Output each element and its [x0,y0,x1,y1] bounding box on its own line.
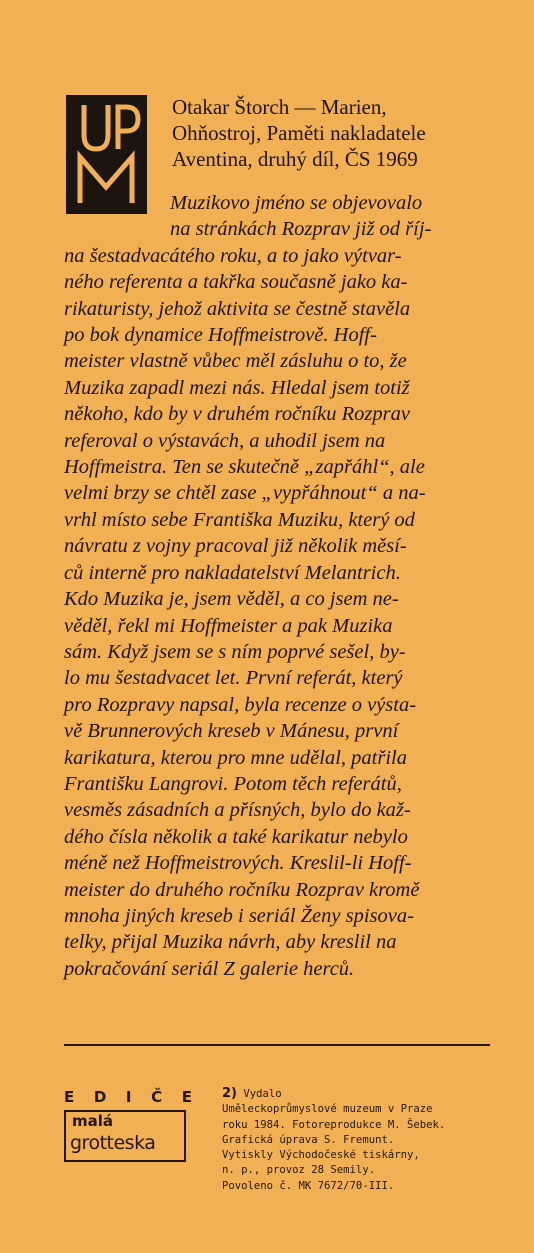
book-citation [172,94,502,172]
text-line: ců interně pro nakladatelství Melantrich. [64,561,401,584]
horizontal-rule [64,1044,490,1046]
text-line: pro Rozpravy napsal, byla recenze o výsta- [64,693,417,716]
text-line: meister do druhého ročníku Rozprav kromě [64,878,420,901]
edice-mala: malá [72,1112,114,1130]
edice-letter: D [93,1088,107,1106]
edice-box [64,1110,186,1162]
text-line: mnoha jiných kreseb i seriál Ženy spisova- [64,904,414,927]
text-line: na šestadvacátého roku, a to jako výtvar- [64,244,402,267]
colophon-line: Vytiskly Východočeské tiskárny, [222,1149,420,1162]
text-line: meister vlastně vůbec měl zásluhu o to, že [64,350,407,373]
text-line: dého čísla několik a také karikatur nebylo [64,825,408,848]
edice-mala-grotteska-logo [64,1088,194,1160]
text-line: na stránkách Rozprav již od říj- [170,218,432,241]
edice-letter: I [125,1088,132,1106]
colophon-line: Grafická úprava S. Fremunt. [222,1133,395,1146]
text-line: vrhl místo sebe Františka Muziku, který od [64,508,415,531]
citation-line: Ohňostroj, Paměti nakladatele [172,121,426,145]
colophon-line: n. p., provoz 28 Semily. [222,1164,376,1177]
citation-line: Otakar Štorch — Marien, [172,95,387,119]
text-line: Hoffmeistra. Ten se skutečně „zapřáhl“, ale [64,456,425,479]
text-line: po bok dynamice Hoffmeistrově. Hoff- [64,324,377,347]
text-line: pokračování seriál Z galerie herců. [64,957,355,980]
colophon [222,1086,502,1194]
text-line: rikaturisty, jehož aktivita se čestně stavěla [64,297,411,320]
text-line: referoval o výstavách, a uhodil jsem na [64,429,386,452]
edice-letter: E [64,1088,75,1106]
text-line: lo mu šestadvacet let. První referát, který [64,667,403,690]
text-line: návratu z vojny pracoval již několik měsí- [64,535,407,558]
text-line: Františku Langrovi. Potom těch referátů, [64,772,402,795]
text-line: sám. Když jsem se s ním poprvé sešel, by- [64,640,406,663]
quoted-text [64,190,504,982]
text-line: Muzika zapadl mezi nás. Hledal jsem totiž [64,376,410,399]
text-line: Kdo Muzika je, jsem věděl, a co jsem ne- [64,588,399,611]
text-line: Muzikovo jméno se objevovalo [170,192,423,214]
edice-letter: E [181,1088,192,1106]
text-line: telky, přijal Muzika návrh, aby kreslil na [64,931,397,954]
colophon-line: Vydalo [243,1088,282,1100]
text-line: karikatura, kterou pro mne udělal, patřila [64,746,407,769]
colophon-line: roku 1984. Fotoreprodukce M. Šebek. [222,1118,446,1131]
text-line: věděl, řekl mi Hoffmeister a pak Muzika [64,614,393,637]
colophon-line: Povoleno č. MK 7672/70-III. [222,1179,395,1192]
text-line: vě Brunnerových kreseb v Mánesu, první [64,720,399,743]
text-line: méně než Hoffmeistrových. Kreslil-li Hoff- [64,852,412,875]
citation-line: Aventina, druhý díl, ČS 1969 [172,147,418,171]
edice-label [64,1088,192,1106]
text-line: ného referenta a takřka současně jako ka- [64,271,408,294]
text-line: někoho, kdo by v druhém ročníku Rozprav [64,403,410,426]
edition-number: 2) [222,1086,237,1101]
edice-letter: Č [151,1088,163,1106]
colophon-line: Uměleckoprůmyslové muzeum v Praze [222,1103,433,1116]
edice-grotteska: grotteska [70,1132,156,1154]
text-line: vesměs zásadních a přísných, bylo do kaž- [64,799,411,822]
text-line: velmi brzy se chtěl zase „vypřáhnout“ a na- [64,482,426,505]
